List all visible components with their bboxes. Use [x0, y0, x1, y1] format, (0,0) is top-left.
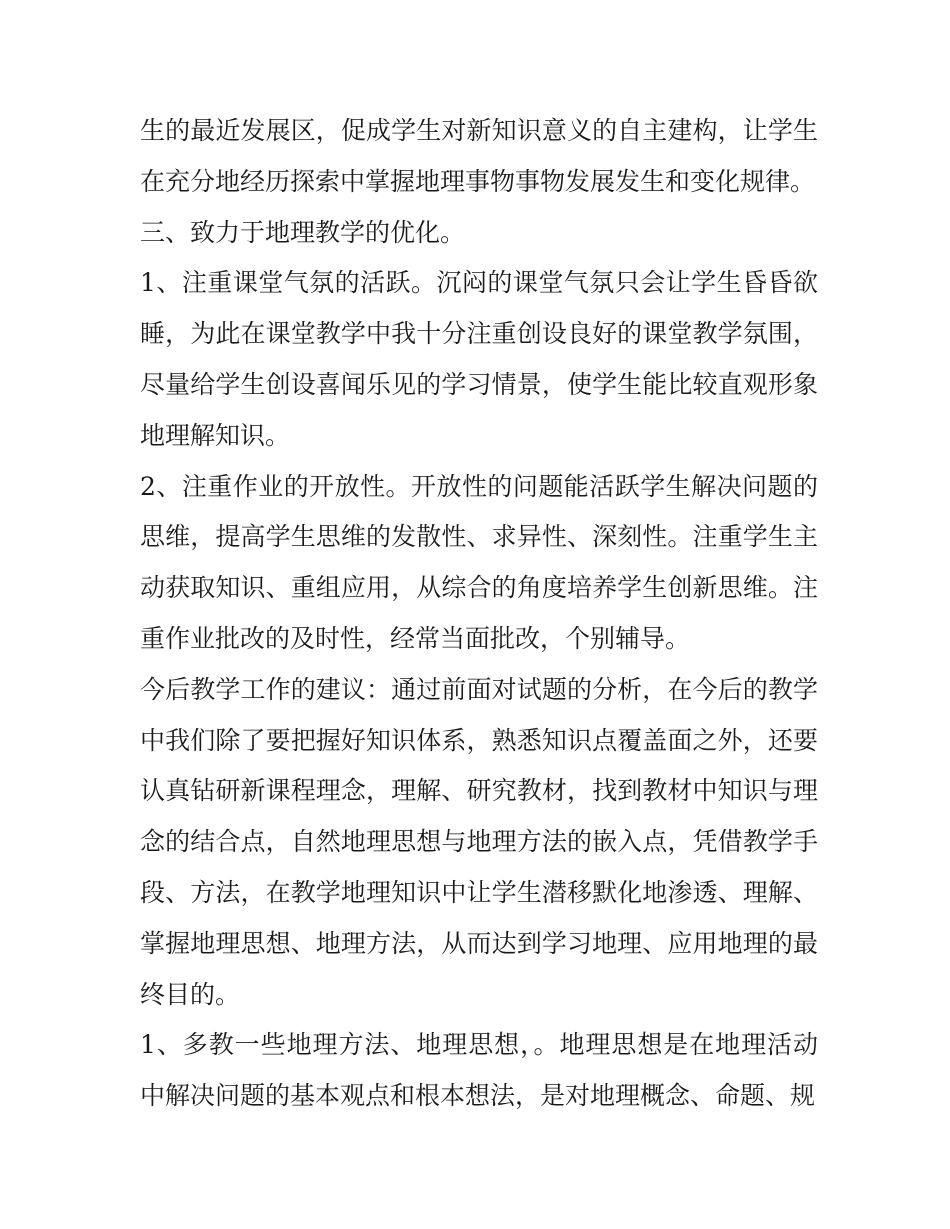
- paragraph-item-2: 2、注重作业的开放性。开放性的问题能活跃学生解决问题的思维，提高学生思维的发散性、求异性、深刻性。注重学生主动获取知识、重组应用，从综合的角度培养学生创新思维。注重作业批改的及时性，经常当面批改，个别辅导。: [140, 471, 818, 653]
- document-body: [140, 106, 818, 1122]
- paragraph-item-1: 1、注重课堂气氛的活跃。沉闷的课堂气氛只会让学生昏昏欲睡，为此在课堂教学中我十分注重创设良好的课堂教学氛围，尽量给学生创设喜闻乐见的学习情景，使学生能比较直观形象地理解知识。: [140, 268, 818, 450]
- paragraph-continuation: 生的最近发展区，促成学生对新知识意义的自主建构，让学生在充分地经历探索中掌握地理事物事物发展发生和变化规律。: [140, 116, 818, 196]
- paragraph-suggestions: 今后教学工作的建议：通过前面对试题的分析，在今后的教学中我们除了要把握好知识体系，熟悉知识点覆盖面之外，还要认真钻研新课程理念，理解、研究教材，找到教材中知识与理念的结合点，自然地理思想与地理方法的嵌入点，凭借教学手段、方法，在教学地理知识中让学生潜移默化地渗透、理解、掌握地理思想、地理方法，从而达到学习地理、应用地理的最终目的。: [140, 674, 818, 1009]
- section-heading-3: 三、致力于地理教学的优化。: [140, 217, 466, 247]
- paragraph-suggestion-item-1: 1、多教一些地理方法、地理思想，。地理思想是在地理活动中解决问题的基本观点和根本想法，是对地理概念、命题、规: [140, 1030, 818, 1111]
